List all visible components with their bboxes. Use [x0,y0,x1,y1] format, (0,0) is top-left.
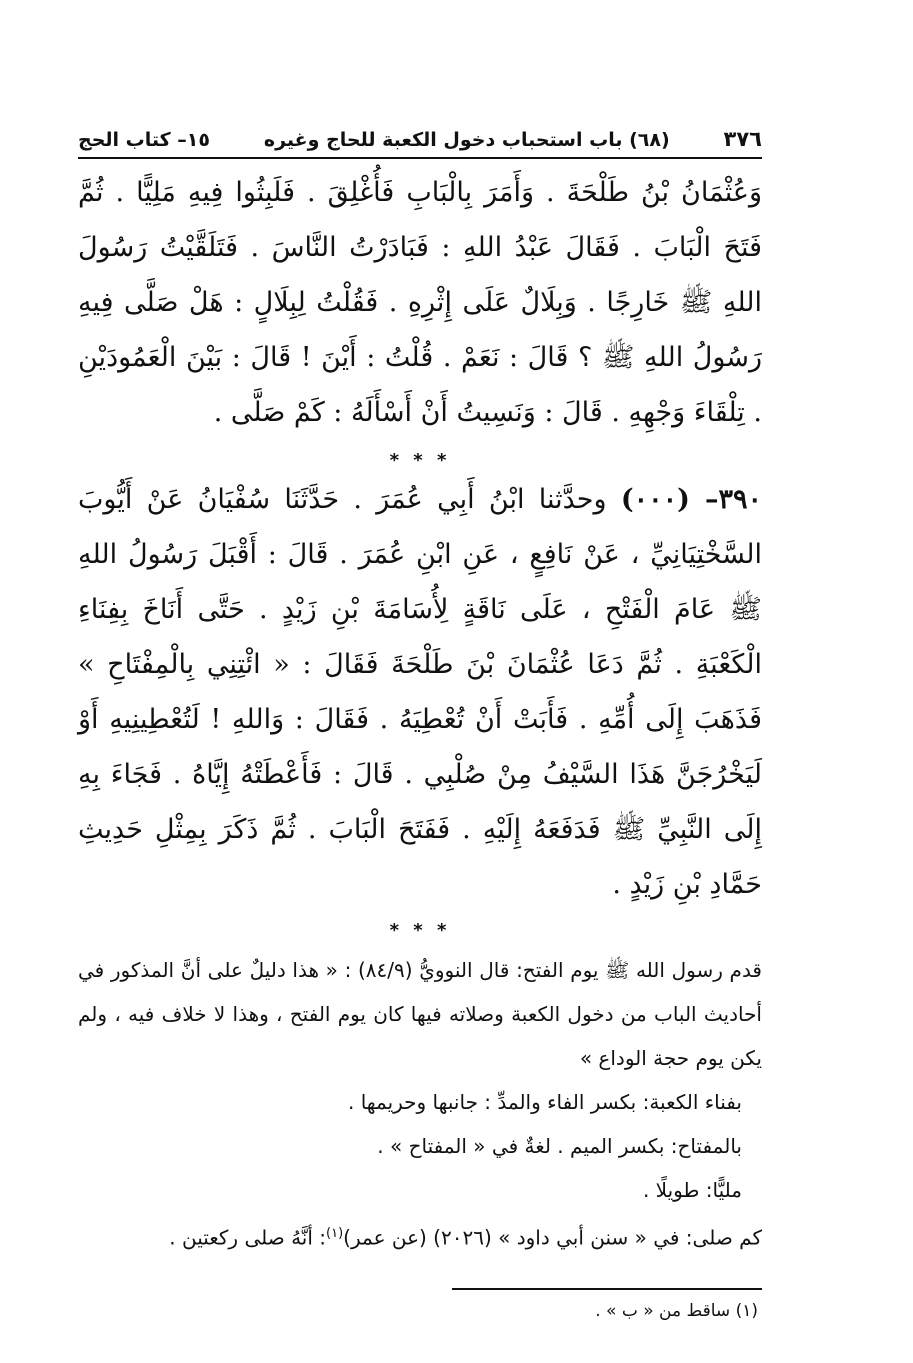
section-separator: * * * [389,450,451,471]
commentary-note: بفناء الكعبة: بكسر الفاء والمدِّ : جانبها وحريمها . [347,1090,742,1114]
footnote-marker: (١) [326,1226,344,1241]
hadith-paragraph-continued: وَعُثْمَانُ بْنُ طَلْحَةَ . وَأَمَرَ بِالْبَابِ فَأُغْلِقَ . فَلَبِثُوا فِيهِ مَلِيًّا . ثُمَّ فَتَحَ الْبَابَ . فَقَالَ عَبْدُ اللهِ : فَبَادَرْتُ النَّاسَ . فَتَلَقَّيْتُ رَسُولَ اللهِ ﷺ خَارِجًا . وَبِلَالٌ عَلَى إِثْرِهِ . فَقُلْتُ لِبِلَالٍ : هَلْ صَلَّى فِيهِ رَسُولُ اللهِ ﷺ ؟ قَالَ : نَعَمْ . قُلْتُ : أَيْنَ ! قَالَ : بَيْنَ الْعَمُودَيْنِ . تِلْقَاءَ وَجْهِهِ . قَالَ : وَنَسِيتُ أَنْ أَسْأَلَهُ : كَمْ صَلَّى . [78,177,762,428]
commentary-note: قدم رسول الله ﷺ يوم الفتح: قال النوويُّ (٨٤/٩) : « هذا دليلٌ على أنَّ المذكور في أحاديث الباب من دخول الكعبة وصلاته فيها كان يوم الفتح ، وهذا لا خلاف فيه ، ولم يكن يوم حجة الوداع » [78,958,762,1070]
section-separator: * * * [389,920,451,941]
hadith-number: ٣٩٠– (٠٠٠) [620,484,762,515]
book-page [78,124,762,1326]
footnote-divider [452,1288,762,1290]
chapter-title: (٦٨) باب استحباب دخول الكعبة للحاج وغيره [263,129,670,151]
hadith-text [78,165,762,942]
commentary-note: بالمفتاح: بكسر الميم . لغةٌ في « المفتاح » . [377,1134,742,1158]
commentary-notes [78,948,762,1260]
commentary-note [78,1212,762,1260]
commentary-note: مليًّا: طويلًا . [642,1178,742,1202]
note-text: كم صلى: في « سنن أبي داود » (٢٠٢٦) (عن عمر) [343,1225,762,1250]
hadith-paragraph [78,472,762,912]
hadith-body: وحدَّثنا ابْنُ أَبِي عُمَرَ . حَدَّثَنَا سُفْيَانُ عَنْ أَيُّوبَ السَّخْتِيَانِيِّ ، عَنْ نَافِعٍ ، عَنِ ابْنِ عُمَرَ . قَالَ : أَقْبَلَ رَسُولُ اللهِ ﷺ عَامَ الْفَتْحِ ، عَلَى نَاقَةٍ لِأُسَامَةَ بْنِ زَيْدٍ . حَتَّى أَنَاخَ بِفِنَاءِ الْكَعْبَةِ . ثُمَّ دَعَا عُثْمَانَ بْنَ طَلْحَةَ فَقَالَ : « ائْتِنِي بِالْمِفْتَاحِ » فَذَهَبَ إِلَى أُمِّهِ . فَأَبَتْ أَنْ تُعْطِيَهُ . فَقَالَ : وَاللهِ ! لَتُعْطِينِيهِ أَوْ لَيَخْرُجَنَّ هَذَا السَّيْفُ مِنْ صُلْبِي . قَالَ : فَأَعْطَتْهُ إِيَّاهُ . فَجَاءَ بِهِ إِلَى النَّبِيِّ ﷺ فَدَفَعَهُ إِلَيْهِ . فَفَتَحَ الْبَابَ . ثُمَّ ذَكَرَ بِمِثْلِ حَدِيثِ حَمَّادِ بْنِ زَيْدٍ . [78,484,762,900]
footnote: (١) ساقط من « ب » . [595,1300,758,1321]
page-number: ٣٧٦ [723,127,762,151]
page-header [78,124,762,159]
note-text: : أنَّهُ صلى ركعتين . [169,1225,327,1250]
book-title: ١٥– كتاب الحج [78,129,210,151]
